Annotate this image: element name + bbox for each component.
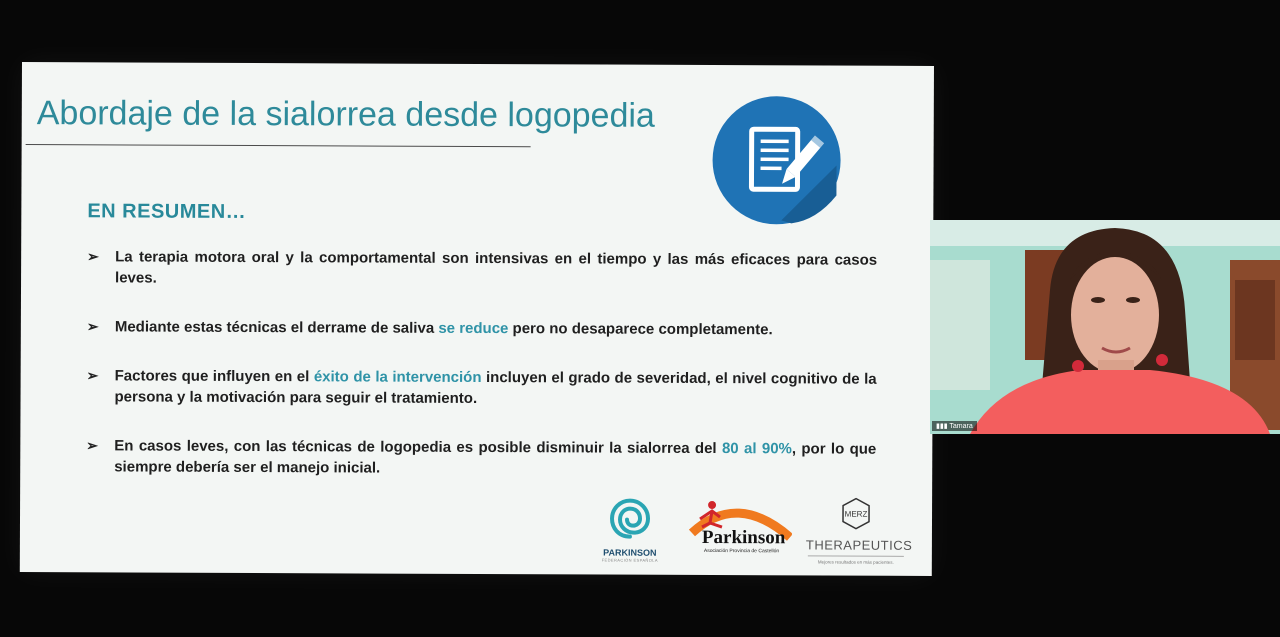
bullet-item xyxy=(86,365,876,410)
logo-merz-name: THERAPEUTICS xyxy=(805,537,913,553)
logo-parkinson-castellon-name: Parkinson xyxy=(701,526,786,549)
bullet-text: La terapia motora oral y la comportamental son intensivas en el tiempo y las más eficaces para casos leves. xyxy=(115,248,878,287)
bullet-text: En casos leves, con las técnicas de logopedia es posible disminuir la sialorrea del xyxy=(114,437,723,458)
slide-title: Abordaje de la sialorrea desde logopedia xyxy=(36,94,655,135)
bullet-item xyxy=(87,246,877,291)
bullet-text: Factores que influyen en el xyxy=(114,367,314,386)
bullet-list xyxy=(86,246,877,508)
participant-video-feed xyxy=(930,220,1280,434)
svg-text:MERZ: MERZ xyxy=(844,509,868,519)
parkinson-federacion-logo xyxy=(600,497,660,563)
bullet-text: incluyen el grado de severidad, el nivel cognitivo de la persona y la motivación para seguir el tratamiento. xyxy=(114,369,877,407)
presentation-slide xyxy=(20,62,934,576)
bullet-arrow-icon: ➢ xyxy=(87,248,99,265)
bullet-arrow-icon: ➢ xyxy=(86,318,99,335)
signal-bars-icon: ▮▮▮ xyxy=(936,423,950,430)
logo-parkinson-castellon-subtitle: Asociación Provincia de Castellón xyxy=(703,547,780,555)
participant-video-tile[interactable] xyxy=(930,220,1280,434)
logo-merz-rule xyxy=(808,555,904,556)
bullet-item xyxy=(87,316,877,340)
sponsor-logos xyxy=(600,497,920,570)
spiral-icon xyxy=(608,497,652,541)
parkinson-castellon-logo xyxy=(682,497,792,569)
bullet-text: Mediante estas técnicas el derrame de saliva xyxy=(114,318,439,337)
bullet-item xyxy=(86,435,876,480)
logo-parkinson-subtitle: FEDERACIÓN ESPAÑOLA xyxy=(601,557,658,563)
participant-name-tag xyxy=(932,421,977,431)
logo-parkinson-name: PARKINSON xyxy=(603,547,657,558)
highlighted-text: éxito de la intervención xyxy=(313,368,482,387)
bullet-arrow-icon: ➢ xyxy=(86,437,99,454)
merz-therapeutics-logo xyxy=(805,497,913,565)
bullet-text: , por lo que siempre debería ser el manejo inicial. xyxy=(114,440,877,477)
bullet-text: pero no desaparece completamente. xyxy=(508,320,773,339)
bullet-arrow-icon: ➢ xyxy=(86,367,99,384)
title-underline xyxy=(26,144,531,147)
participant-name: Tamara xyxy=(949,423,973,430)
highlighted-text: se reduce xyxy=(438,319,509,338)
merz-badge-icon xyxy=(840,498,872,530)
section-heading: EN RESUMEN… xyxy=(87,200,247,223)
logo-merz-tagline: Mejores resultados en más pacientes. xyxy=(817,559,894,565)
highlighted-text: 80 al 90% xyxy=(721,440,792,458)
document-pen-icon xyxy=(711,95,842,226)
